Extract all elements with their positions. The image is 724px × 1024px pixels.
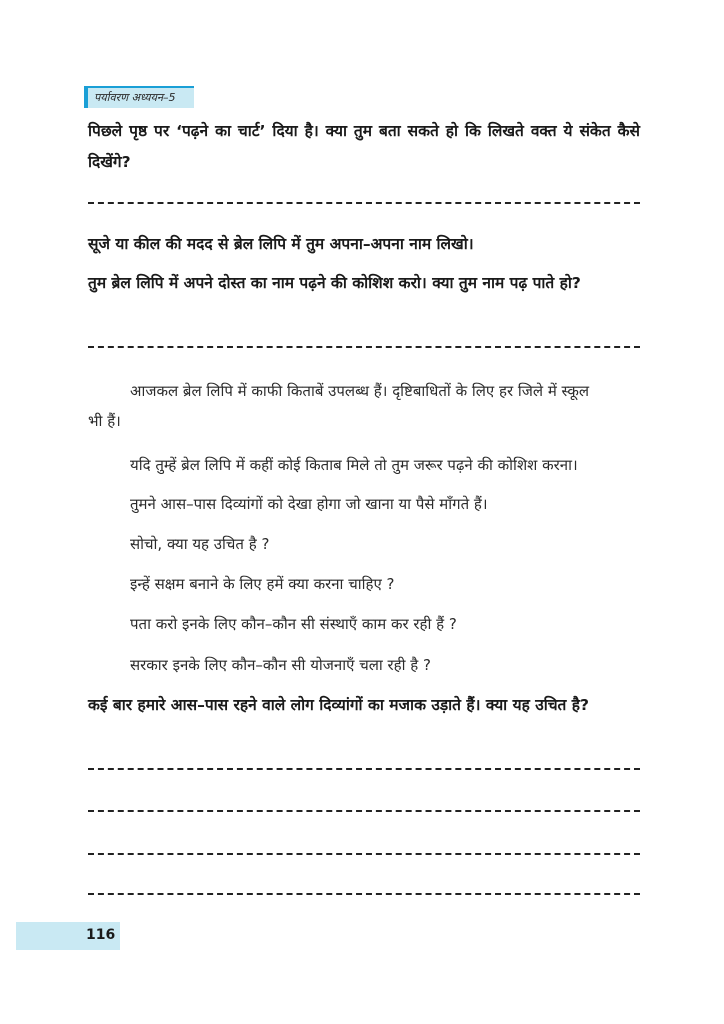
page-number-tab [16,922,120,950]
paragraph-read-braille-book: यदि तुम्हें ब्रेल लिपि में कहीं कोई किताब मिले तो तुम जरूर पढ़ने की कोशिश करना। [130,456,578,474]
answer-line-5 [88,853,640,855]
answer-line-3 [88,768,640,770]
paragraph-seen-disabled: तुमने आस–पास दिव्यांगों को देखा होगा जो खाना या पैसे माँगते हैं। [130,495,488,513]
paragraph-think-fair: सोचो, क्या यह उचित है ? [130,535,270,553]
question-write-name-braille: सूजे या कील की मदद से ब्रेल लिपि में तुम अपना–अपना नाम लिखो। [88,235,474,253]
page-number: 116 [86,927,116,943]
answer-line-4 [88,810,640,812]
paragraph-find-organisations: पता करो इनके लिए कौन–कौन सी संस्थाएँ काम कर रही हैं ? [130,615,457,633]
question-read-friend-name: तुम ब्रेल लिपि में अपने दोस्त का नाम पढ़ने की कोशिश करो। क्या तुम नाम पढ़ पाते हो? [88,274,581,292]
paragraph-braille-books-line1: आजकल ब्रेल लिपि में काफी किताबें उपलब्ध हैं। दृष्टिबाधितों के लिए हर जिले में स्कूल [130,382,590,400]
answer-line-6 [88,893,640,895]
paragraph-government-schemes: सरकार इनके लिए कौन–कौन सी योजनाएँ चला रही है ? [130,656,431,674]
book-title: पर्यावरण अध्ययन–5 [94,91,176,104]
paragraph-braille-books-line2: भी हैं। [88,412,121,430]
paragraph-make-capable: इन्हें सक्षम बनाने के लिए हमें क्या करना चाहिए ? [130,575,395,593]
chapter-header-tab [84,86,194,108]
answer-line-1 [88,202,640,204]
question-reading-chart: पिछले पृष्ठ पर ‘पढ़ने का चार्ट’ दिया है। क्या तुम बता सकते हो कि लिखते वक्त ये संकेत कैसे दिखेंगे? [88,122,640,171]
answer-line-2 [88,346,640,348]
question-mocking-fair: कई बार हमारे आस–पास रहने वाले लोग दिव्यांगों का मजाक उड़ाते हैं। क्या यह उचित है? [88,696,590,714]
